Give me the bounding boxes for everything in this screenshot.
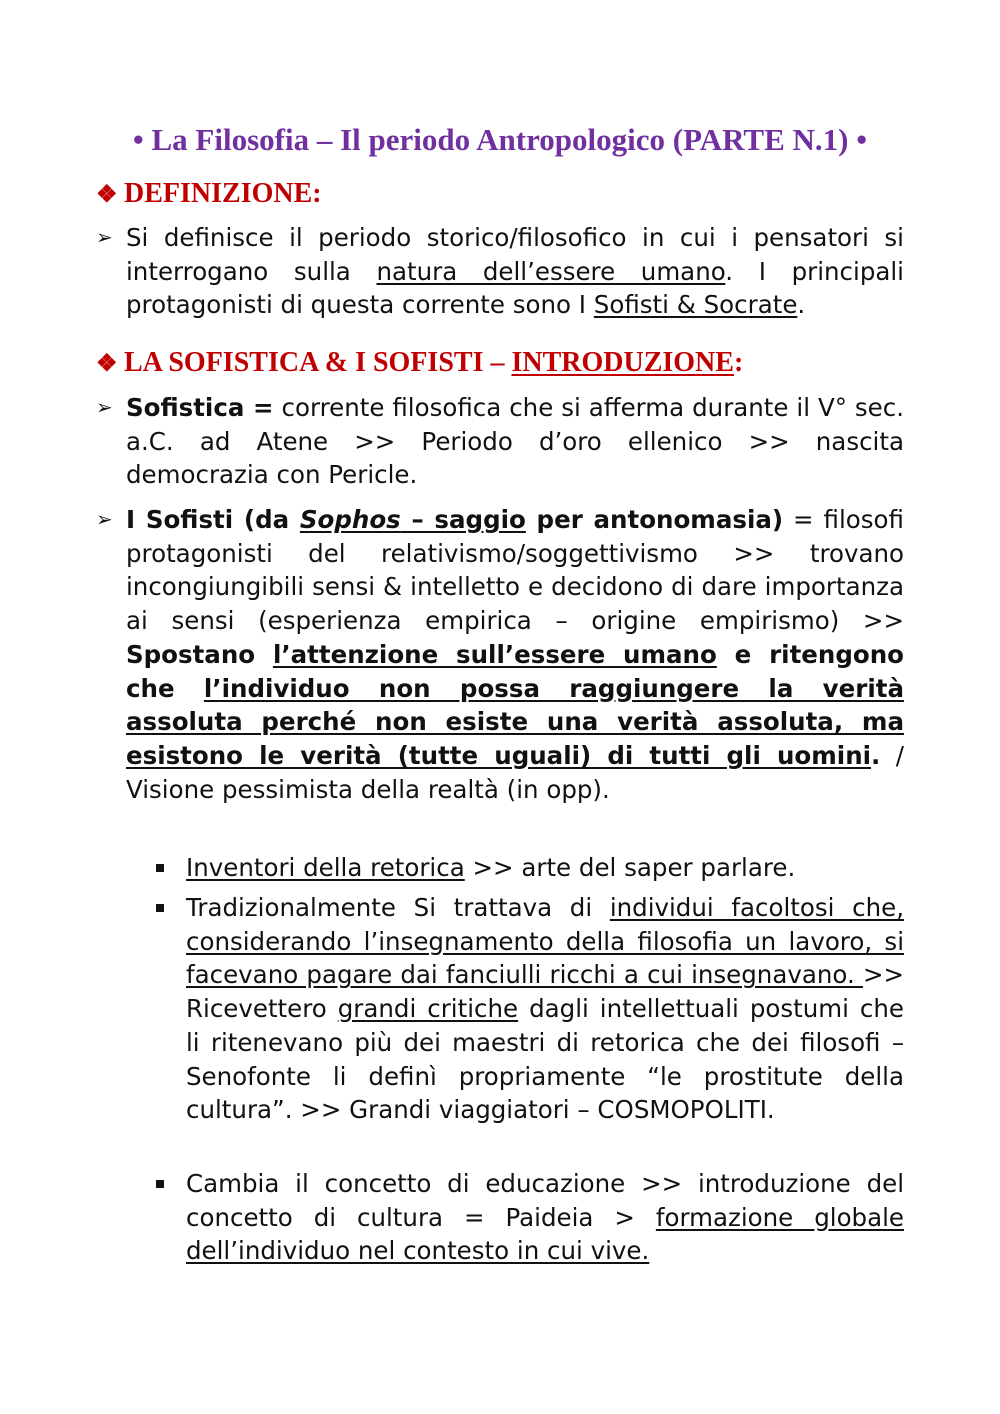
heading-text: DEFINIZIONE: [124,178,322,209]
underlined-text: Sofisti & Socrate [593,290,798,320]
underlined-text: grandi critiche [337,994,519,1024]
text-run: = filosofi protagonisti del relativismo/soggettivismo >> trovano incongiungibili sensi & intelletto e decidono di dare importanza ai sensi (esperienza empirica – origine empirismo) >> [126,505,904,636]
heading-text: : [733,347,744,378]
text-run: >> Ricevettero [186,960,904,1024]
sofisti-paragraph [96,503,904,806]
arrow-bullet-icon: ➢ [96,225,113,249]
square-bullet-icon [156,1180,164,1188]
sub-bullet-text [186,1167,904,1268]
bold-underlined-text: – saggio [400,505,526,534]
heading-underlined-text: INTRODUZIONE [511,347,734,378]
underlined-text: individui facoltosi che, considerando l’insegnamento della filosofia un lavoro, si facevano pagare dai fanciulli ricchi a cui insegnavano. [186,893,904,990]
arrow-bullet-icon: ➢ [96,507,113,531]
text-run: Cambia il concetto di educazione >> introduzione del concetto di cultura = Paideia > [186,1169,904,1232]
diamond-bullet-icon: ❖ [96,182,118,208]
underlined-text: natura dell’essere umano [376,256,726,286]
text-run: Tradizionalmente Si trattava di [186,893,610,922]
text-run: dagli intellettuali postumi che li ritenevano più dei maestri di retorica che dei filosofi – Senofonte li definì propriamente “le prostitute della cultura”. >> Grandi viaggiatori – COSMOPOLITI. [186,994,904,1125]
square-bullet-icon [156,864,164,872]
sofistica-paragraph [96,391,904,492]
bold-underlined-text: l’individuo non possa raggiungere la verità assoluta perché non esiste una verità assoluta, ma esistono le verità (tutte uguali) di tutti gli uomini [126,673,904,770]
text-run: . [797,290,806,320]
paragraph-text [126,391,904,492]
text-run: Si definisce il periodo storico/filosofico in cui i pensatori si interrogano sulla [126,223,904,286]
bold-term: I Sofisti (da [126,505,300,534]
arrow-bullet-icon: ➢ [96,395,113,419]
bold-term: per antonomasia) [525,505,784,534]
sub-bullet-text [186,851,904,885]
text-run: / Visione pessimista della realtà (in opp). [126,740,904,804]
section-heading-sofistica [96,343,904,384]
text-run: . I principali protagonisti di questa corrente sono I [126,256,904,320]
underlined-text: formazione globale dell’individuo nel contesto in cui vive. [186,1202,905,1266]
sub-bullet-retorica [156,851,904,885]
sub-bullet-text [186,891,904,1127]
paragraph-text [126,503,904,806]
section-heading-definizione [96,174,904,215]
text-run: corrente filosofica che si afferma durante il V° sec. a.C. ad Atene >> Periodo d’oro ellenico >> nascita democrazia con Pericle. [126,393,904,490]
page-title: • La Filosofia – Il periodo Antropologico (PARTE N.1) • [132,122,868,157]
bold-term: Sofistica = [126,393,274,422]
bold-term: Spostano [126,639,273,669]
diamond-bullet-icon: ❖ [96,351,118,377]
heading-text: LA SOFISTICA & I SOFISTI – [124,347,512,378]
square-bullet-icon [156,904,164,912]
definition-paragraph [96,221,904,322]
sub-bullet-tradizionalmente [156,891,904,1127]
bold-term: . [871,740,881,770]
paragraph-text [126,221,904,322]
bold-term: e ritengono che [126,639,904,703]
bold-underlined-text: l’attenzione sull’essere umano [272,639,717,669]
text-run: >> arte del saper parlare. [464,853,796,882]
sub-bullet-paideia [156,1167,904,1268]
underlined-text: Inventori della retorica [186,853,465,882]
bold-italic-term: Sophos [299,505,401,534]
